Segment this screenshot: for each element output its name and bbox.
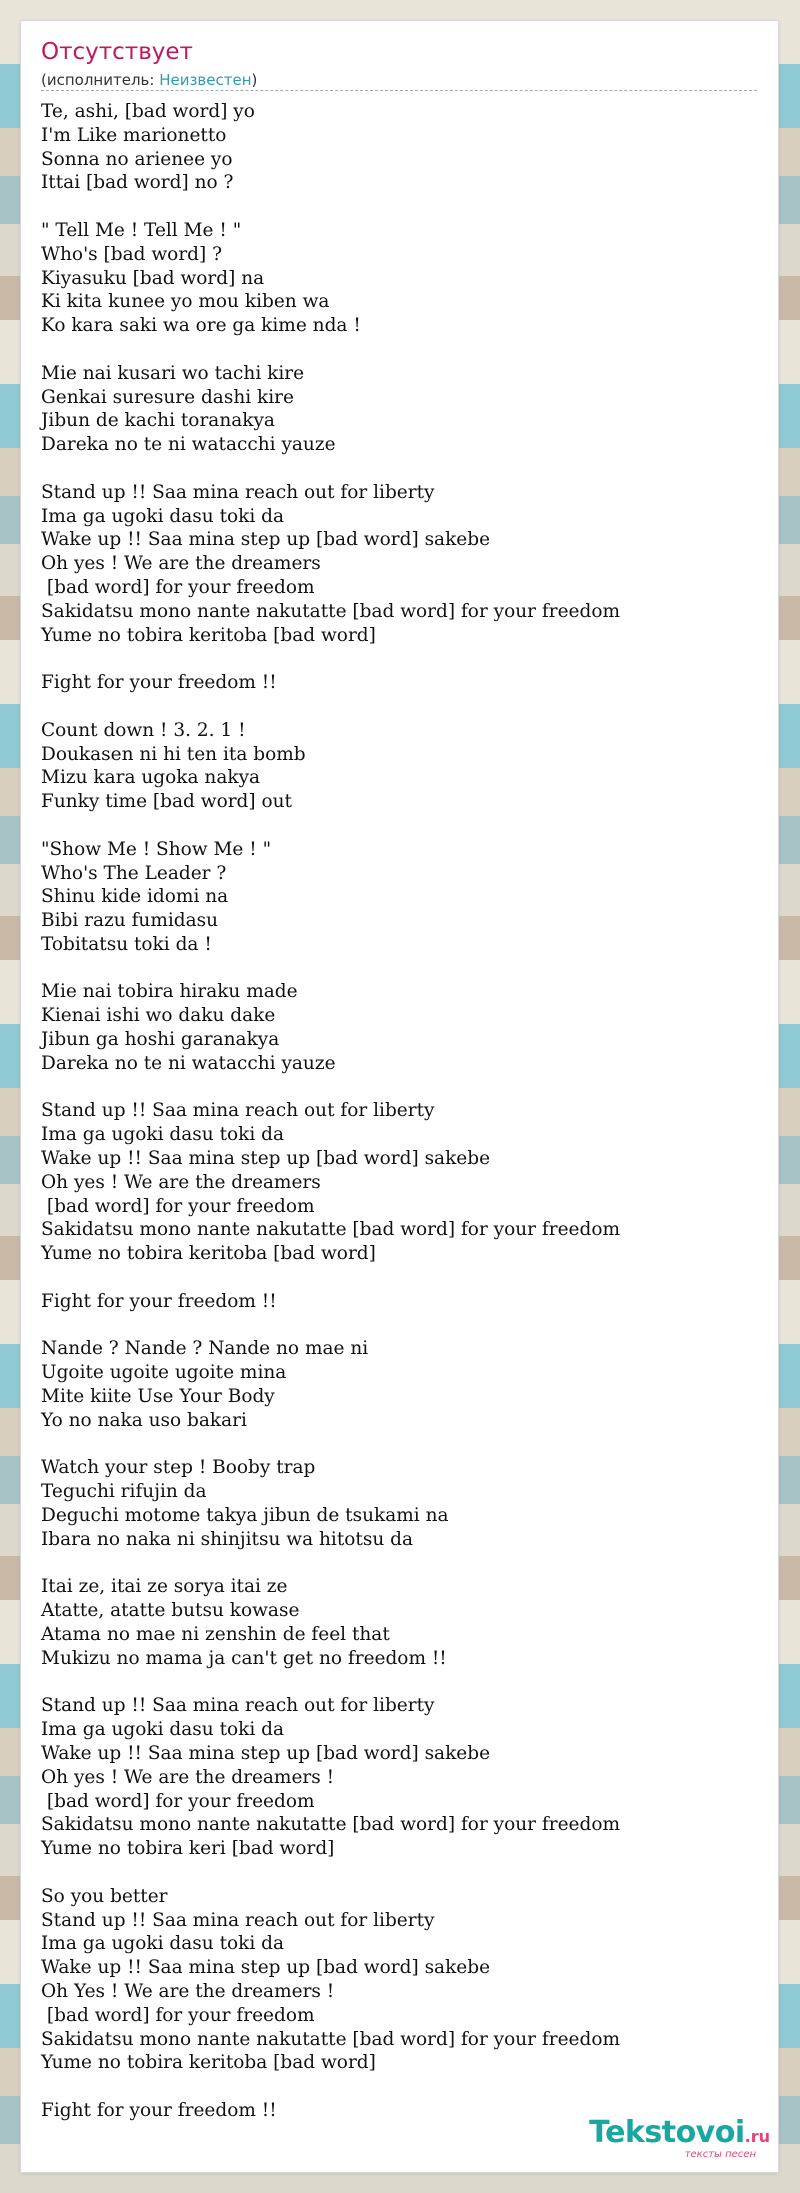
lyric-line: Genkai suresure dashi kire	[41, 386, 294, 408]
lyric-line: Kiyasuku [bad word] na	[41, 267, 265, 289]
lyric-line: Deguchi motome takya jibun de tsukami na	[41, 1505, 449, 1527]
lyric-line: I'm Like marionetto	[41, 124, 227, 146]
logo-tld: .ru	[744, 2127, 770, 2146]
lyric-line: Sakidatsu mono nante nakutatte [bad word] for your freedom	[41, 1219, 621, 1241]
lyrics-stanza	[41, 1099, 761, 1266]
lyric-line: Mite kiite Use Your Body	[41, 1386, 275, 1408]
lyric-line: Teguchi rifujin da	[41, 1481, 207, 1503]
lyric-line: Yume no tobira keritoba [bad word]	[41, 624, 376, 646]
lyrics-card	[21, 21, 778, 2172]
logo-main-text: Tekstovoi	[589, 2115, 745, 2150]
artist-suffix: )	[251, 71, 258, 89]
lyrics-stanza	[41, 481, 761, 648]
lyric-line: Fight for your freedom !!	[41, 1290, 277, 1312]
lyric-line: Dareka no te ni watacchi yauze	[41, 1052, 336, 1074]
lyric-line: " Tell Me ! Tell Me ! "	[41, 219, 242, 241]
lyric-line: Stand up !! Saa mina reach out for liberty	[41, 481, 435, 503]
lyric-line: Jibun ga hoshi garanakya	[41, 1029, 280, 1051]
lyric-line: Ima ga ugoki dasu toki da	[41, 1933, 285, 1955]
lyric-line: Sonna no arienee yo	[41, 148, 233, 170]
lyric-line: Who's The Leader ?	[41, 862, 227, 884]
song-title: Отсутствует	[41, 39, 193, 65]
lyric-line: Wake up !! Saa mina step up [bad word] sakebe	[41, 1148, 491, 1170]
lyric-line: Ima ga ugoki dasu toki da	[41, 505, 285, 527]
site-logo[interactable]	[589, 2115, 770, 2160]
lyric-line: Oh yes ! We are the dreamers !	[41, 1766, 335, 1788]
lyric-line: Mie nai kusari wo tachi kire	[41, 362, 305, 384]
lyrics-stanza	[41, 1337, 761, 1432]
lyric-line: Fight for your freedom !!	[41, 2099, 277, 2121]
lyric-line: Stand up !! Saa mina reach out for liberty	[41, 1695, 435, 1717]
lyric-line: Atama no mae ni zenshin de feel that	[41, 1624, 390, 1645]
header-divider	[41, 90, 757, 91]
lyric-line: Ibara no naka ni shinjitsu wa hitotsu da	[41, 1528, 414, 1550]
lyric-line: Wake up !! Saa mina step up [bad word] sakebe	[41, 529, 491, 551]
lyric-line: Yume no tobira keritoba [bad word]	[41, 1243, 376, 1265]
lyric-line: Watch your step ! Booby trap	[41, 1457, 316, 1479]
lyric-line: Yume no tobira keri [bad word]	[41, 1838, 335, 1860]
lyrics-body	[41, 100, 761, 2147]
lyric-line: Who's [bad word] ?	[41, 243, 223, 265]
lyric-line: Bibi razu fumidasu	[41, 910, 219, 932]
lyrics-stanza	[41, 719, 761, 814]
lyric-line: Mukizu no mama ja can't get no freedom !!	[41, 1647, 447, 1669]
artist-link[interactable]: Неизвестен	[159, 71, 252, 89]
lyric-line: Yume no tobira keritoba [bad word]	[41, 2052, 376, 2074]
lyric-line: Wake up !! Saa mina step up [bad word] sakebe	[41, 1742, 491, 1764]
logo-tagline: тексты песен	[684, 2149, 756, 2160]
lyric-line: [bad word] for your freedom	[41, 576, 315, 598]
artist-line	[41, 71, 257, 89]
lyric-line: Ima ga ugoki dasu toki da	[41, 1124, 285, 1146]
lyrics-stanza	[41, 1694, 761, 1861]
lyrics-stanza	[41, 362, 761, 457]
lyrics-stanza	[41, 980, 761, 1075]
lyrics-stanza	[41, 838, 761, 957]
lyric-line: Te, ashi, [bad word] yo	[41, 101, 255, 122]
lyric-line: [bad word] for your freedom	[41, 2004, 315, 2026]
lyric-line: Sakidatsu mono nante nakutatte [bad word] for your freedom	[41, 2028, 621, 2050]
lyric-line: Wake up !! Saa mina step up [bad word] sakebe	[41, 1957, 491, 1979]
lyric-line: Ko kara saki wa ore ga kime nda !	[41, 315, 361, 337]
lyrics-stanza	[41, 100, 761, 195]
lyric-line: Ki kita kunee yo mou kiben wa	[41, 291, 330, 313]
logo-wordmark	[589, 2115, 770, 2150]
lyric-line: Mie nai tobira hiraku made	[41, 981, 298, 1003]
lyrics-stanza	[41, 1290, 761, 1314]
lyric-line: Ima ga ugoki dasu toki da	[41, 1719, 285, 1741]
lyric-line: Oh yes ! We are the dreamers	[41, 553, 321, 575]
lyric-line: Fight for your freedom !!	[41, 672, 277, 694]
lyric-line: Itai ze, itai ze sorya itai ze	[41, 1576, 288, 1598]
lyrics-stanza	[41, 1456, 761, 1551]
lyric-line: Count down ! 3. 2. 1 !	[41, 719, 246, 741]
lyrics-stanza	[41, 219, 761, 338]
lyric-line: Jibun de kachi toranakya	[41, 410, 275, 432]
lyric-line: Shinu kide idomi na	[41, 886, 229, 908]
lyric-line: Kienai ishi wo daku dake	[41, 1005, 276, 1027]
lyric-line: Stand up !! Saa mina reach out for liberty	[41, 1909, 435, 1931]
lyric-line: Sakidatsu mono nante nakutatte [bad word] for your freedom	[41, 1814, 621, 1836]
lyrics-stanza	[41, 1885, 761, 2075]
lyric-line: Dareka no te ni watacchi yauze	[41, 434, 336, 456]
lyric-line: Nande ? Nande ? Nande no mae ni	[41, 1338, 369, 1360]
lyric-line: "Show Me ! Show Me ! "	[41, 838, 272, 860]
artist-prefix: (исполнитель:	[41, 71, 160, 89]
lyric-line: [bad word] for your freedom	[41, 1790, 315, 1812]
lyric-line: Ugoite ugoite ugoite mina	[41, 1362, 287, 1384]
lyric-line: Oh yes ! We are the dreamers	[41, 1171, 321, 1193]
lyric-line: Doukasen ni hi ten ita bomb	[41, 743, 306, 765]
lyric-line: Sakidatsu mono nante nakutatte [bad word] for your freedom	[41, 600, 621, 622]
lyric-line: Atatte, atatte butsu kowase	[41, 1600, 300, 1622]
lyric-line: Oh Yes ! We are the dreamers !	[41, 1980, 335, 2002]
lyric-line: Yo no naka uso bakari	[41, 1409, 247, 1431]
lyric-line: Mizu kara ugoka nakya	[41, 767, 261, 789]
lyric-line: Funky time [bad word] out	[41, 791, 292, 813]
lyric-line: Stand up !! Saa mina reach out for liberty	[41, 1100, 435, 1122]
lyric-line: So you better	[41, 1885, 168, 1907]
lyric-line: [bad word] for your freedom	[41, 1195, 315, 1217]
lyrics-stanza	[41, 671, 761, 695]
lyric-line: Ittai [bad word] no ?	[41, 172, 234, 194]
lyrics-stanza	[41, 1575, 761, 1670]
lyric-line: Tobitatsu toki da !	[41, 933, 212, 955]
